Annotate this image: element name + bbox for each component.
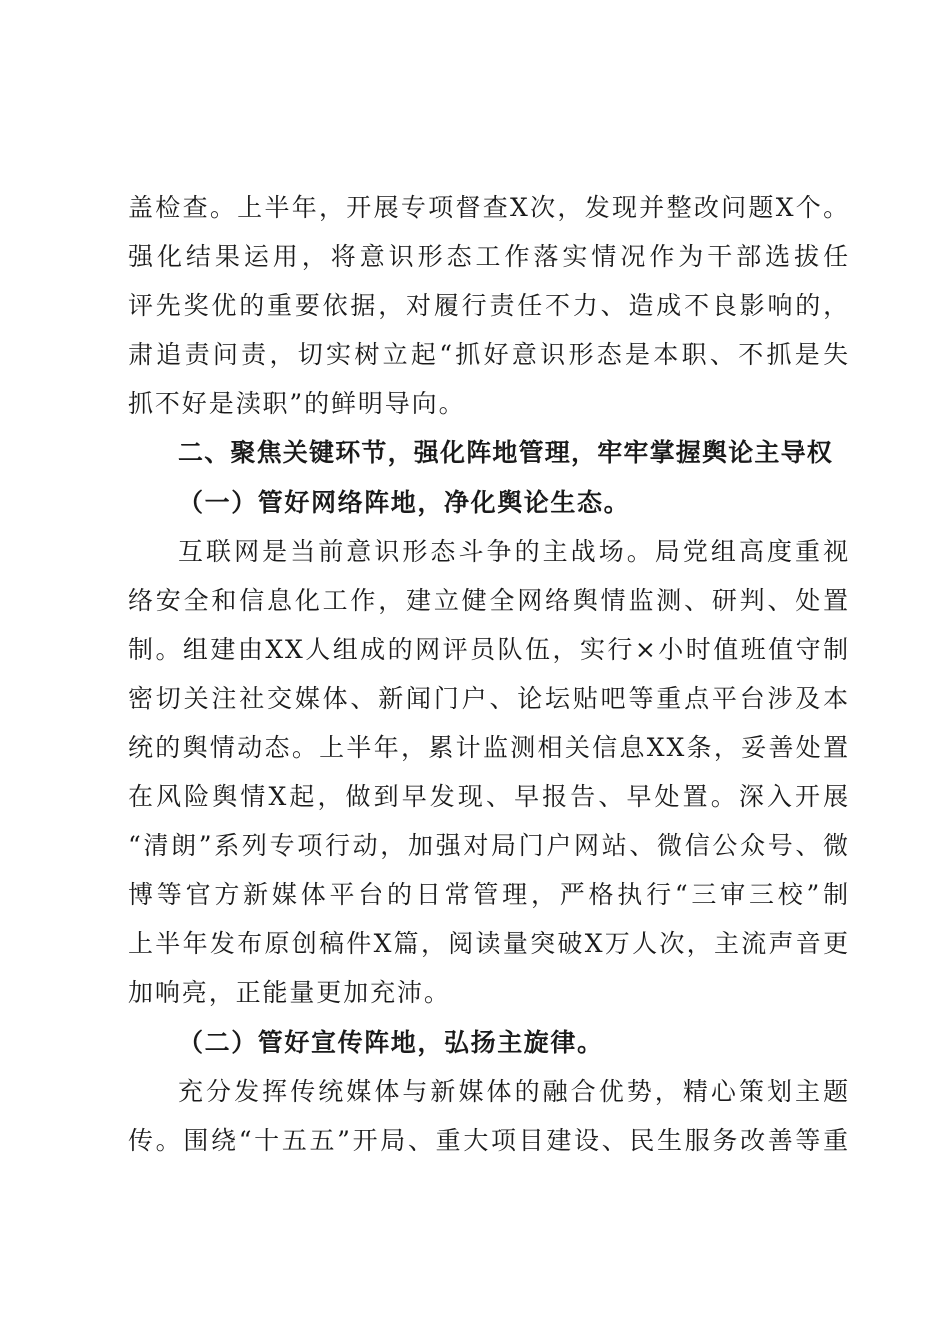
section-heading: 二、聚焦关键环节，强化阵地管理，牢牢掌握舆论主导权 bbox=[178, 438, 834, 467]
paragraph-line: 上半年发布原创稿件X篇，阅读量突破X万人次，主流声音更 bbox=[128, 929, 850, 958]
paragraph-line: 密切关注社交媒体、新闻门户、论坛贴吧等重点平台涉及本 bbox=[128, 684, 850, 713]
paragraph-line: 强化结果运用，将意识形态工作落实情况作为干部选拔任 bbox=[128, 242, 850, 271]
paragraph-line: 统的舆情动态。上半年，累计监测相关信息XX条，妥善处置 bbox=[128, 733, 850, 762]
paragraph-line: 博等官方新媒体平台的日常管理，严格执行“三审三校”制 bbox=[128, 880, 850, 909]
paragraph-line: 在风险舆情X起，做到早发现、早报告、早处置。深入开展 bbox=[128, 782, 850, 811]
paragraph-line: 传。围绕“十五五”开局、重大项目建设、民生服务改善等重 bbox=[128, 1126, 850, 1155]
subsection-heading: （一）管好网络阵地，净化舆论生态。 bbox=[178, 488, 631, 517]
paragraph-line: 加响亮，正能量更加充沛。 bbox=[128, 978, 451, 1007]
paragraph-line: 盖检查。上半年，开展专项督查X次，发现并整改问题X个。 bbox=[128, 193, 850, 222]
paragraph-line: 充分发挥传统媒体与新媒体的融合优势，精心策划主题 bbox=[178, 1077, 850, 1106]
paragraph-line: “清朗”系列专项行动，加强对局门户网站、微信公众号、微 bbox=[128, 831, 850, 860]
paragraph-line: 肃追责问责，切实树立起“抓好意识形态是本职、不抓是失 bbox=[128, 340, 850, 369]
paragraph-line: 络安全和信息化工作，建立健全网络舆情监测、研判、处置 bbox=[128, 586, 850, 615]
subsection-heading: （二）管好宣传阵地，弘扬主旋律。 bbox=[178, 1028, 604, 1057]
paragraph-line: 制。组建由XX人组成的网评员队伍，实行×小时值班值守制 bbox=[128, 635, 850, 664]
paragraph-line: 抓不好是渎职”的鲜明导向。 bbox=[128, 389, 466, 418]
paragraph-line: 评先奖优的重要依据，对履行责任不力、造成不良影响的， bbox=[128, 291, 850, 320]
paragraph-line: 互联网是当前意识形态斗争的主战场。局党组高度重视 bbox=[178, 537, 850, 566]
